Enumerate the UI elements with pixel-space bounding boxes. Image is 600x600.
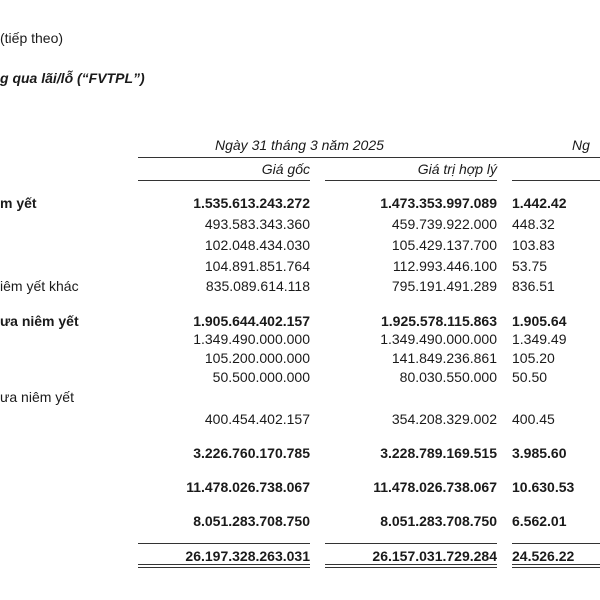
cell-fair-value: 795.191.491.289 <box>391 278 497 294</box>
total-double-rule-fair-2 <box>325 567 497 568</box>
continued-note: (tiếp theo) <box>0 30 64 46</box>
cell-previous: 836.51 <box>512 278 555 294</box>
row-label: m yết <box>0 195 37 211</box>
cell-fair-value: 112.993.446.100 <box>392 258 497 274</box>
row-label: ưa niêm yết <box>0 389 74 405</box>
cell-previous: 1.442.42 <box>512 195 567 211</box>
cell-fair-value: 1.925.578.115.863 <box>380 313 497 329</box>
col-rule-prev <box>512 180 600 181</box>
cell-previous: 448.32 <box>512 216 555 232</box>
cell-cost: 102.048.434.030 <box>204 237 310 253</box>
total-rule-prev <box>512 543 600 544</box>
cell-fair-value: 3.228.789.169.515 <box>380 445 497 461</box>
cell-previous: 24.526.22 <box>512 548 575 564</box>
cell-cost: 835.089.614.118 <box>205 278 310 294</box>
cell-cost: 1.349.490.000.000 <box>193 331 310 347</box>
cell-fair-value: 105.429.137.700 <box>391 237 497 253</box>
cell-fair-value: 459.739.922.000 <box>391 216 497 232</box>
cell-cost: 104.891.851.764 <box>204 258 310 274</box>
total-rule-fair <box>325 543 497 544</box>
cell-cost: 50.500.000.000 <box>212 369 310 385</box>
cell-fair-value: 354.208.329.002 <box>391 411 497 427</box>
cell-fair-value: 11.478.026.738.067 <box>373 479 497 495</box>
cell-previous: 6.562.01 <box>512 513 567 529</box>
col-rule-cost <box>138 180 310 181</box>
cell-previous: 400.45 <box>512 411 555 427</box>
total-double-rule-prev-2 <box>512 567 600 568</box>
cell-cost: 400.454.402.157 <box>204 411 310 427</box>
cell-fair-value: 1.473.353.997.089 <box>380 195 497 211</box>
section-title: g qua lãi/lỗ (“FVTPL”) <box>0 70 145 86</box>
total-double-rule-cost-1 <box>138 564 310 565</box>
row-label: iêm yết khác <box>0 278 79 294</box>
cell-cost: 105.200.000.000 <box>204 350 310 366</box>
cell-fair-value: 26.157.031.729.284 <box>372 548 497 564</box>
date-header-previous: Ng <box>572 137 590 153</box>
cell-previous: 1.905.64 <box>512 313 567 329</box>
cell-previous: 103.83 <box>512 237 555 253</box>
total-double-rule-prev-1 <box>512 564 600 565</box>
cell-cost: 493.583.343.360 <box>204 216 310 232</box>
cell-previous: 53.75 <box>512 258 548 274</box>
col-rule-fair <box>325 180 497 181</box>
total-double-rule-fair-1 <box>325 564 497 565</box>
cell-fair-value: 141.849.236.861 <box>391 350 497 366</box>
cell-cost: 1.535.613.243.272 <box>193 195 310 211</box>
cell-cost: 26.197.328.263.031 <box>185 548 310 564</box>
date-header-rule <box>138 157 600 158</box>
cell-previous: 1.349.49 <box>512 331 567 347</box>
cell-cost: 11.478.026.738.067 <box>186 479 310 495</box>
cell-fair-value: 1.349.490.000.000 <box>380 331 497 347</box>
cell-cost: 1.905.644.402.157 <box>193 313 310 329</box>
col-header-fair-value: Giá trị hợp lý <box>417 161 497 177</box>
cell-cost: 3.226.760.170.785 <box>193 445 310 461</box>
cell-previous: 105.20 <box>512 350 555 366</box>
cell-previous: 50.50 <box>512 369 548 385</box>
date-header-current: Ngày 31 tháng 3 năm 2025 <box>215 137 384 153</box>
cell-fair-value: 80.030.550.000 <box>399 369 497 385</box>
row-label: ưa niêm yết <box>0 313 79 329</box>
cell-cost: 8.051.283.708.750 <box>193 513 310 529</box>
total-rule-cost <box>138 543 310 544</box>
cell-previous: 10.630.53 <box>512 479 575 495</box>
total-double-rule-cost-2 <box>138 567 310 568</box>
col-header-cost: Giá gốc <box>261 161 310 177</box>
cell-previous: 3.985.60 <box>512 445 567 461</box>
cell-fair-value: 8.051.283.708.750 <box>380 513 497 529</box>
